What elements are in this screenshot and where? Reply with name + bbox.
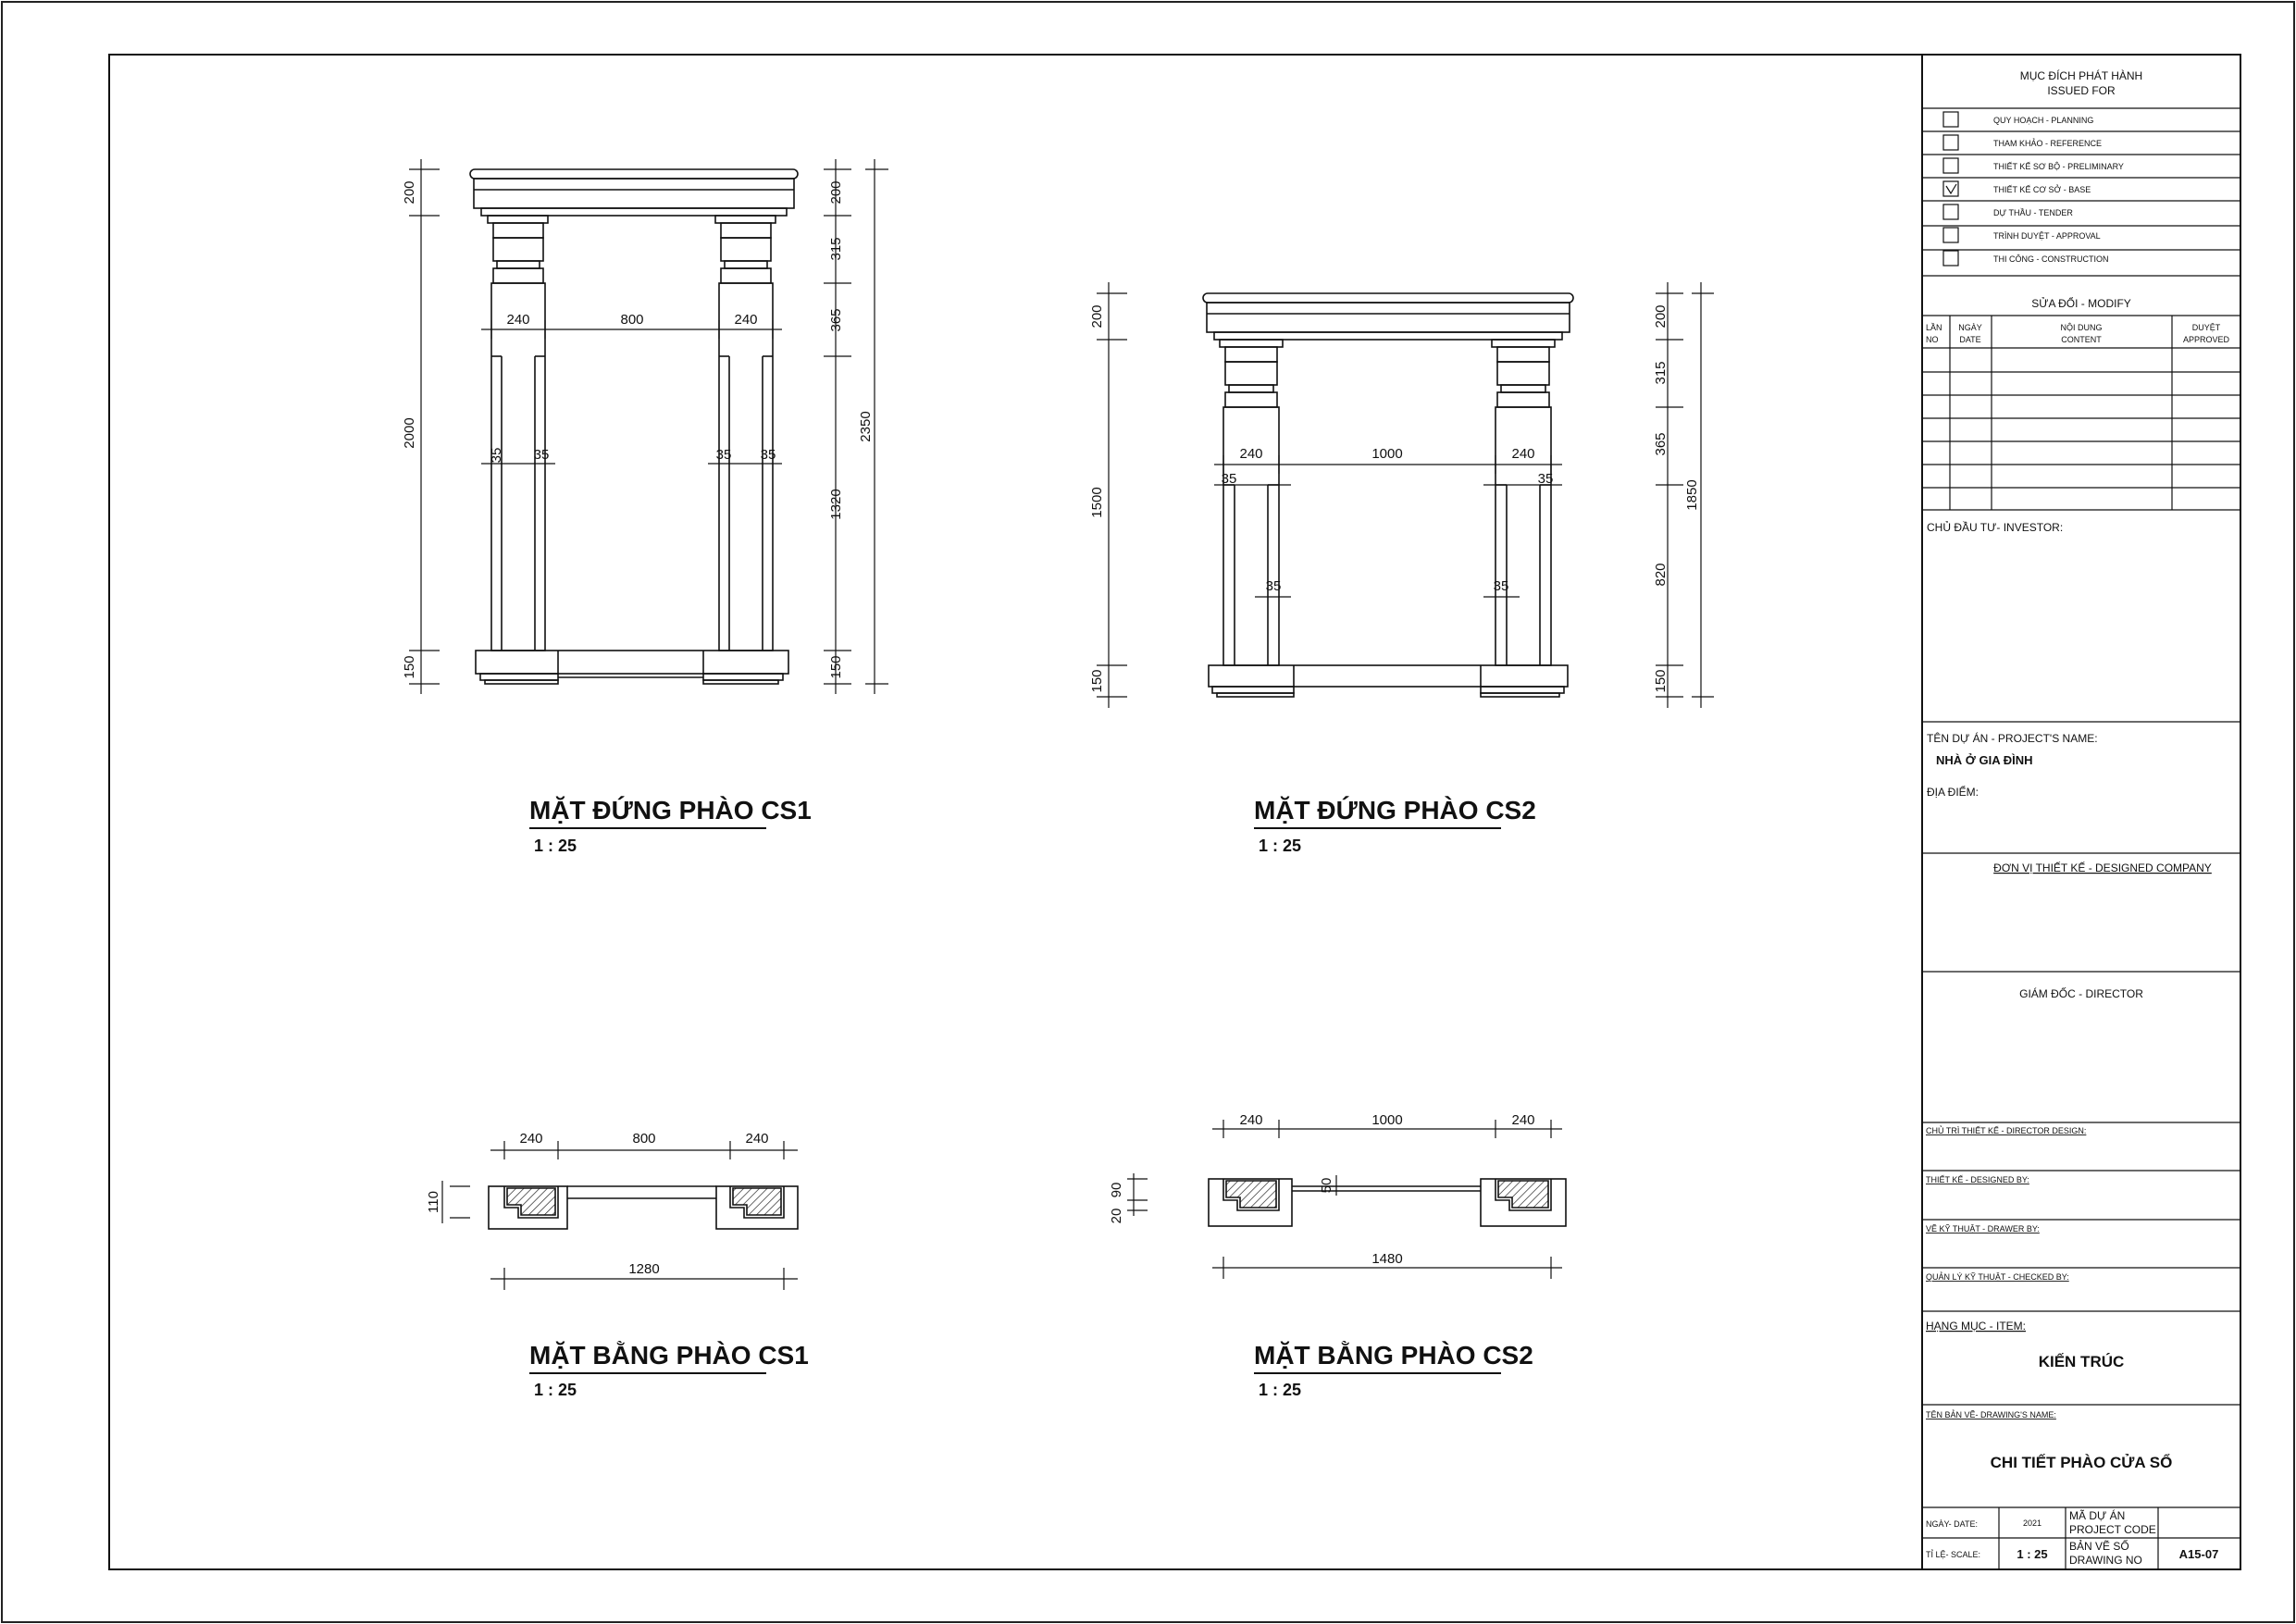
cs2-elevation-title: MẶT ĐỨNG PHÀO CS2 <box>1254 796 1536 824</box>
project-code-vn: MÃ DỰ ÁN <box>2069 1509 2126 1522</box>
cs1-dim-g4: 35 <box>760 447 776 463</box>
modify-header-content-vn: NỘI DUNG <box>2060 323 2103 332</box>
cs1-dim-left-bot: 150 <box>402 655 417 679</box>
plan-cs1 <box>489 1186 798 1229</box>
plan-cs2-dim-w3: 240 <box>1511 1112 1535 1128</box>
director-label: GIÁM ĐỐC - DIRECTOR <box>2019 987 2143 1000</box>
issue-checkbox[interactable] <box>1943 158 1958 173</box>
plan-cs1-dim-total: 1280 <box>628 1261 660 1277</box>
plan-cs2-dim-d1: 90 <box>1109 1182 1124 1198</box>
cs2-dim-left-bot: 150 <box>1089 669 1105 693</box>
cs1-dim-w2: 800 <box>620 312 644 328</box>
item-label: HẠNG MỤC - ITEM: <box>1926 1320 2026 1333</box>
cs2-dim-g4: 35 <box>1537 471 1554 487</box>
elevation-cs1 <box>470 169 798 684</box>
cs1-dim-r2: 315 <box>828 237 844 261</box>
cs2-dim-r2: 315 <box>1653 361 1669 385</box>
cs2-dim-r1: 200 <box>1653 304 1669 329</box>
designed-company-label: ĐƠN VỊ THIẾT KẾ - DESIGNED COMPANY <box>1993 862 2212 874</box>
modify-header-no-en: NO <box>1926 335 1939 344</box>
scale-label: TỈ LỆ- SCALE: <box>1926 1550 1981 1559</box>
cs1-dim-r4: 1320 <box>828 489 844 520</box>
plan-cs1-dim-depth: 110 <box>426 1191 441 1213</box>
cs2-dim-w2: 1000 <box>1371 446 1403 462</box>
item-value: KIẾN TRÚC <box>2038 1353 2125 1370</box>
plan-cs2-dim-total: 1480 <box>1371 1251 1403 1267</box>
issue-option-label: THIẾT KẾ CƠ SỞ - BASE <box>1993 185 2091 194</box>
modify-header-no-vn: LẦN <box>1926 323 1942 332</box>
issue-checkbox[interactable] <box>1943 228 1958 242</box>
issue-option-label: DỰ THẦU - TENDER <box>1993 208 2073 217</box>
date-value: 2021 <box>2022 1519 2042 1528</box>
drawing-no: A15-07 <box>2178 1547 2219 1561</box>
cs1-dim-g1: 35 <box>489 447 504 464</box>
checked-by-label: QUẢN LÝ KỸ THUẬT - CHECKED BY: <box>1926 1272 2069 1282</box>
elevation-cs2 <box>1203 293 1573 697</box>
cs1-dim-r3: 365 <box>828 308 844 332</box>
elevation-cs1-dimensions <box>409 159 888 694</box>
designed-by-label: THIẾT KẾ - DESIGNED BY: <box>1926 1175 2029 1184</box>
cs1-dim-w3: 240 <box>734 312 758 328</box>
cs2-dim-r4: 820 <box>1653 563 1669 587</box>
cs2-plan-scale: 1 : 25 <box>1259 1381 1302 1399</box>
cs2-dim-total: 1850 <box>1684 479 1700 511</box>
cs1-dim-left-top: 200 <box>402 180 417 205</box>
project-name-label: TÊN DỰ ÁN - PROJECT'S NAME: <box>1927 732 2098 745</box>
investor-label: CHỦ ĐẦU TƯ- INVESTOR: <box>1927 521 2064 534</box>
date-label: NGÀY- DATE: <box>1926 1519 1979 1529</box>
issue-checkbox[interactable] <box>1943 251 1958 266</box>
sheet-border <box>2 2 2294 1622</box>
plan-cs1-dim-w2: 800 <box>632 1131 656 1147</box>
cs2-elevation-scale: 1 : 25 <box>1259 837 1302 855</box>
issue-option-label: THIẾT KẾ SƠ BỘ - PRELIMINARY <box>1993 162 2124 171</box>
title-block <box>1922 55 2240 1569</box>
drawing-border <box>109 55 2240 1569</box>
cs2-dim-left-top: 200 <box>1089 304 1105 329</box>
plan-cs2 <box>1209 1179 1566 1226</box>
cs1-elevation-title: MẶT ĐỨNG PHÀO CS1 <box>529 796 812 824</box>
drawing-name-label: TÊN BẢN VẼ- DRAWING'S NAME: <box>1926 1410 2056 1419</box>
modify-header-date-vn: NGÀY <box>1958 323 1982 332</box>
project-code-en: PROJECT CODE <box>2069 1523 2156 1536</box>
cs1-dim-left-mid: 2000 <box>402 417 417 449</box>
checkmark-icon <box>1946 184 1956 193</box>
plan-cs1-dim-w1: 240 <box>519 1131 543 1147</box>
modify-header-content-en: CONTENT <box>2061 335 2102 344</box>
issue-checkbox[interactable] <box>1943 135 1958 150</box>
cs2-plan-title: MẶT BẰNG PHÀO CS2 <box>1254 1341 1533 1370</box>
cs2-dim-g3: 35 <box>1493 578 1509 594</box>
cs1-dim-w1: 240 <box>506 312 530 328</box>
cs2-dim-g1: 35 <box>1221 471 1237 487</box>
plan-cs1-dim-w3: 240 <box>745 1131 769 1147</box>
location-label: ĐỊA ĐIỂM: <box>1927 786 1980 799</box>
plan-cs2-dim-w2: 1000 <box>1371 1112 1403 1128</box>
plan-cs2-dim-d2: 20 <box>1109 1208 1124 1224</box>
drawing-no-en: DRAWING NO <box>2069 1554 2142 1567</box>
cs2-dim-g2: 35 <box>1265 578 1282 594</box>
scale-value: 1 : 25 <box>2017 1547 2048 1561</box>
modify-header-date-en: DATE <box>1959 335 1981 344</box>
cs2-dim-r3: 365 <box>1653 432 1669 456</box>
issue-checkbox[interactable] <box>1943 112 1958 127</box>
cs2-dim-left-mid: 1500 <box>1089 487 1105 518</box>
issue-option-label: QUY HOẠCH - PLANNING <box>1993 116 2094 125</box>
issue-checkbox[interactable] <box>1943 205 1958 219</box>
drawing-no-vn: BẢN VẼ SỐ <box>2069 1540 2129 1553</box>
plan-cs2-dimensions <box>1127 1120 1562 1279</box>
cs1-dim-g3: 35 <box>715 447 732 463</box>
cs2-dim-r5: 150 <box>1653 669 1669 693</box>
plan-cs2-dim-w1: 240 <box>1239 1112 1263 1128</box>
cs1-dim-g2: 35 <box>533 447 550 463</box>
issue-option-label: THAM KHẢO - REFERENCE <box>1993 139 2103 148</box>
issue-option-label: THI CÔNG - CONSTRUCTION <box>1993 254 2109 264</box>
modify-header-approved-en: APPROVED <box>2182 335 2230 344</box>
drawer-by-label: VẼ KỸ THUẬT - DRAWER BY: <box>1926 1224 2040 1233</box>
project-name: NHÀ Ở GIA ĐÌNH <box>1936 753 2033 767</box>
cs2-dim-w3: 240 <box>1511 446 1535 462</box>
issue-options <box>1943 112 2124 266</box>
issued-for-vn: MỤC ĐÍCH PHÁT HÀNH <box>2019 69 2143 82</box>
issued-for-en: ISSUED FOR <box>2047 84 2116 97</box>
drawing-name: CHI TIẾT PHÀO CỬA SỔ <box>1990 1454 2173 1471</box>
modify-title: SỬA ĐỔI - MODIFY <box>2031 297 2131 310</box>
cs2-dim-w1: 240 <box>1239 446 1263 462</box>
cs1-plan-scale: 1 : 25 <box>534 1381 577 1399</box>
cs1-dim-r1: 200 <box>828 180 844 205</box>
cs1-plan-title: MẶT BẰNG PHÀO CS1 <box>529 1341 809 1370</box>
cs1-elevation-scale: 1 : 25 <box>534 837 577 855</box>
cs1-dim-total: 2350 <box>858 411 874 442</box>
elevation-cs2-dimensions <box>1097 282 1714 708</box>
plan-cs2-dim-d3: 50 <box>1319 1177 1334 1194</box>
cs1-dim-r5: 150 <box>828 655 844 679</box>
modify-header-approved-vn: DUYỆT <box>2191 323 2221 332</box>
director-design-label: CHỦ TRÌ THIẾT KẾ - DIRECTOR DESIGN: <box>1926 1126 2087 1135</box>
issue-option-label: TRÌNH DUYỆT - APPROVAL <box>1993 231 2101 241</box>
